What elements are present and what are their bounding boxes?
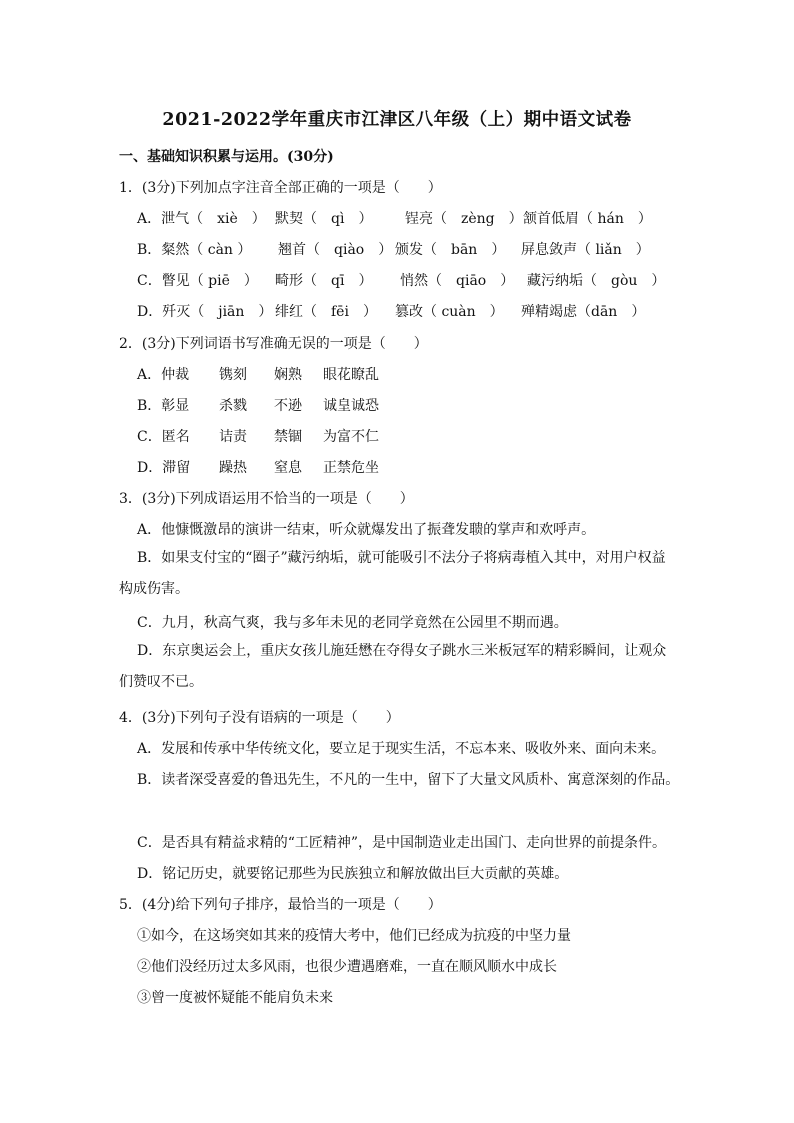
option-item: B．彰显 [137, 398, 190, 414]
question-4-stem: 4．(3分)下列句子没有语病的一项是（ ） [119, 710, 400, 726]
option-item: 锃亮（ zèng ） [405, 211, 523, 227]
option-item: 畸形（ qī ） [275, 273, 373, 289]
question-4-option-a: A．发展和传承中华传统文化，要立足于现实生活，不忘本来、吸收外来、面向未来。 [137, 741, 666, 757]
option-item: 杀戮 [219, 398, 247, 414]
question-5-sentence-1: ①如今，在这场突如其来的疫情大考中，他们已经成为抗疫的中坚力量 [137, 928, 571, 944]
question-2-stem: 2．(3分)下列词语书写准确无误的一项是（ ） [119, 336, 428, 352]
question-3-stem: 3．(3分)下列成语运用不恰当的一项是（ ） [119, 491, 414, 507]
question-5-sentence-2: ②他们没经历过太多风雨，也很少遭遇磨难，一直在顺风顺水中成长 [137, 959, 557, 975]
option-item: 颔首低眉（ hán ） [523, 211, 652, 227]
exam-title: 2021-2022学年重庆市江津区八年级（上）期中语文试卷 [162, 110, 632, 130]
question-3-option-a: A．他慷慨激昂的演讲一结束，听众就爆发出了振聋发聩的掌声和欢呼声。 [137, 522, 596, 538]
option-item: 诘责 [219, 429, 247, 445]
option-item: 悄然（ qiāo ） [400, 273, 515, 289]
option-item: 殚精竭虑（dān ） [521, 304, 646, 320]
option-item: 禁锢 [274, 429, 302, 445]
option-item: 不逊 [274, 398, 302, 414]
option-item: D．滞留 [137, 460, 191, 476]
option-item: A．仲裁 [137, 367, 190, 383]
option-item: 娴熟 [274, 367, 302, 383]
option-item: 正禁危坐 [323, 460, 379, 476]
question-3-option-d: D．东京奥运会上，重庆女孩儿施廷懋在夺得女子跳水三米板冠军的精彩瞬间，让观众们赞叹不已。 [119, 643, 667, 690]
option-item: 镌刻 [219, 367, 247, 383]
question-5-stem: 5．(4分)给下列句子排序，最恰当的一项是（ ） [119, 897, 442, 913]
option-item: 默契（ qì ） [275, 211, 373, 227]
option-item: 翘首（ qiào ） [278, 242, 393, 258]
option-item: 窒息 [274, 460, 302, 476]
option-item: D．歼灭（ jiān ） [137, 304, 273, 320]
question-4-option-c: C．是否具有精益求精的“工匠精神”，是中国制造业走出国门、走向世界的前提条件。 [137, 835, 667, 851]
option-item: C．匿名 [137, 429, 190, 445]
question-1-stem: 1．(3分)下列加点字注音全部正确的一项是（ ） [119, 180, 442, 196]
option-item: 颁发（ bān ） [395, 242, 506, 258]
option-item: 篡改（ cuàn ） [395, 304, 504, 320]
option-item: 屏息敛声（ liǎn ） [521, 242, 650, 258]
section-heading: 一、基础知识积累与运用。(30分) [119, 149, 334, 165]
option-item: B．粲然（ càn ） [137, 242, 252, 258]
option-item: 绯红（ fēi ） [275, 304, 377, 320]
question-4-option-d: D．铭记历史，就要铭记那些为民族独立和解放做出巨大贡献的英雄。 [137, 866, 569, 882]
question-3-option-c: C．九月，秋高气爽，我与多年未见的老同学竟然在公园里不期而遇。 [137, 615, 568, 631]
option-item: C．瞥见（ piē ） [137, 273, 258, 289]
option-item: 为富不仁 [323, 429, 379, 445]
question-5-sentence-3: ③曾一度被怀疑能不能肩负未来 [137, 990, 333, 1006]
option-item: 躁热 [219, 460, 247, 476]
option-item: 藏污纳垢（ gòu ） [527, 273, 666, 289]
option-item: A．泄气（ xiè ） [137, 211, 266, 227]
option-item: 眼花瞭乱 [323, 367, 379, 383]
option-item: 诚皇诚恐 [323, 398, 379, 414]
question-4-option-b: B．读者深受喜爱的鲁迅先生，不凡的一生中，留下了大量文风质朴、寓意深刻的作品。 [137, 772, 680, 788]
question-3-option-b: B．如果支付宝的“圈子”藏污纳垢，就可能吸引不法分子将病毒植入其中，对用户权益构成伤害。 [119, 550, 666, 597]
